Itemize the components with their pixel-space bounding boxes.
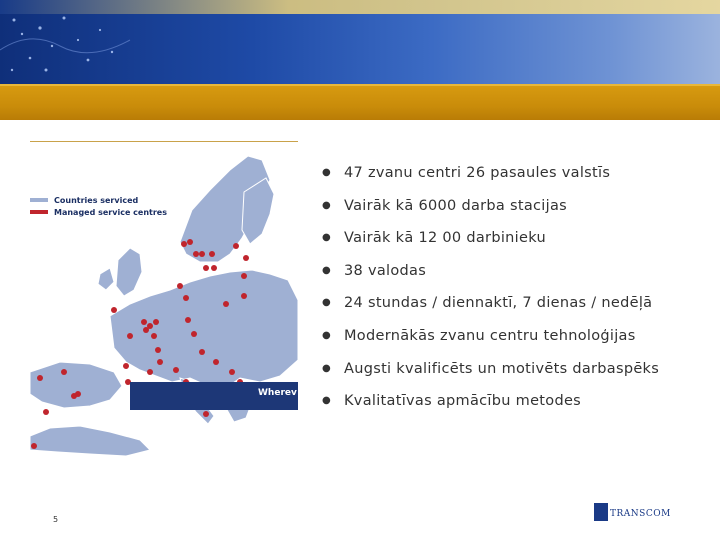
bullet-item — [322, 260, 712, 293]
page-number: 5 — [53, 515, 59, 524]
bullet-icon: ● — [322, 362, 332, 374]
bullet-text: Modernākās zvanu centru tehnoloģijas — [344, 327, 636, 344]
bullet-text: 38 valodas — [344, 262, 427, 279]
logo-mark-icon — [594, 503, 608, 521]
legend-row-countries — [30, 194, 167, 206]
bullet-text: Vairāk kā 6000 darba stacijas — [344, 197, 568, 214]
legend-label-centres: Managed service centres — [54, 207, 167, 217]
header-banner — [0, 0, 720, 120]
bullet-icon: ● — [322, 329, 332, 341]
bullet-item — [322, 390, 712, 423]
bullet-list — [322, 162, 712, 423]
map-legend — [30, 194, 167, 218]
bullet-text: Kvalitatīvas apmācību metodes — [344, 393, 582, 410]
banner-gold-strip — [0, 86, 720, 120]
bullet-item — [322, 195, 712, 228]
bullet-icon: ● — [322, 167, 332, 178]
bullet-item — [322, 292, 712, 325]
bullet-icon: ● — [322, 199, 332, 211]
bullet-item — [322, 162, 712, 195]
legend-swatch-centres — [30, 210, 48, 214]
europe-map — [30, 150, 298, 486]
bullet-item — [322, 325, 712, 358]
bullet-text: Vairāk kā 12 00 darbinieku — [344, 230, 546, 247]
bullet-text: 47 zvanu centri 26 pasaules valstīs — [344, 165, 611, 181]
bullet-icon: ● — [322, 232, 332, 244]
map-tagline-text: Wherev — [258, 388, 297, 398]
bullet-icon: ● — [322, 395, 332, 407]
logo-text: TRANSCOM — [610, 509, 671, 519]
legend-label-countries: Countries serviced — [54, 195, 139, 205]
transcom-logo — [594, 503, 674, 523]
bullet-icon: ● — [322, 264, 332, 276]
divider-line — [30, 141, 298, 142]
bullet-icon: ● — [322, 297, 332, 309]
legend-swatch-countries — [30, 198, 48, 202]
bullet-item — [322, 358, 712, 391]
world-map-icon — [0, 0, 140, 86]
bullet-text: 24 stundas / diennaktī, 7 dienas / nedēļā — [344, 295, 653, 312]
bullet-item — [322, 227, 712, 260]
legend-row-centres — [30, 206, 167, 218]
bullet-text: Augsti kvalificēts un motivēts darbaspēks — [344, 360, 660, 377]
